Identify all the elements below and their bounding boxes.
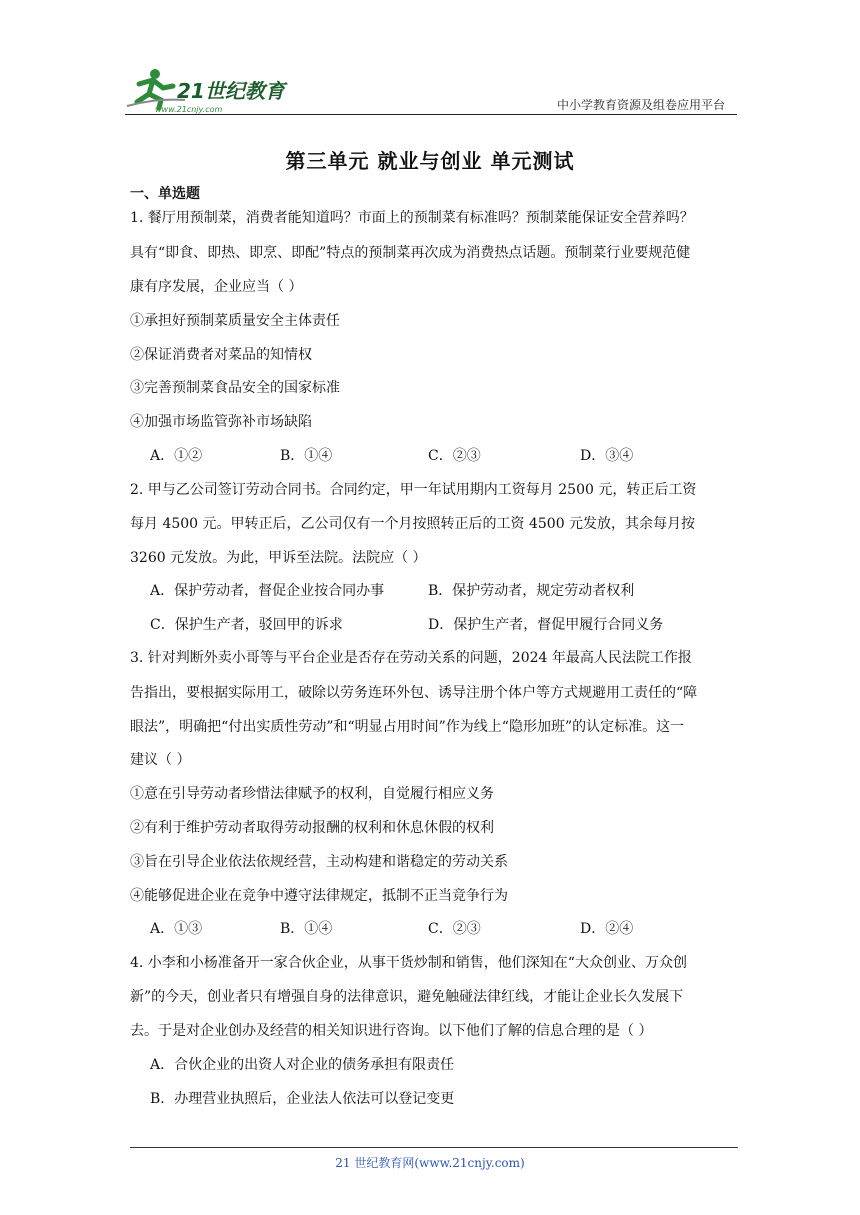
q1-item-1: ①承担好预制菜质量安全主体责任 [130, 313, 340, 329]
logo-text: 21世纪教育 [177, 79, 285, 103]
q1-option-d[interactable]: D．③④ [580, 448, 634, 464]
q3-item-1: ①意在引导劳动者珍惜法律赋予的权利，自觉履行相应义务 [130, 786, 494, 802]
q4-line-1: 4. 小李和小杨准备开一家合伙企业，从事干货炒制和销售，他们深知在“大众创业、万众创 [130, 955, 687, 971]
q3-item-2: ②有利于维护劳动者取得劳动报酬的权利和休息休假的权利 [130, 820, 494, 836]
q1-option-b[interactable]: B．①④ [280, 448, 333, 464]
q1-line-3: 康有序发展，企业应当（ ） [130, 279, 303, 295]
logo [125, 62, 295, 114]
q4-line-3: 去。于是对企业创办及经营的相关知识进行咨询。以下他们了解的信息合理的是（ ） [130, 1023, 653, 1039]
q3-line-3: 眼法”，明确把“付出实质性劳动”和“明显占用时间”作为线上“隐形加班”的认定标准。这一 [130, 719, 685, 735]
q3-line-1: 3. 针对判断外卖小哥等与平台企业是否存在劳动关系的问题，2024 年最高人民法院工作报 [130, 650, 692, 666]
page-header [125, 62, 735, 114]
page-title: 第三单元 就业与创业 单元测试 [285, 149, 575, 173]
section-heading: 一、单选题 [130, 186, 200, 202]
q3-item-4: ④能够促进企业在竞争中遵守法律规定，抵制不正当竞争行为 [130, 888, 508, 904]
page-footer[interactable]: 21 世纪教育网(www.21cnjy.com) [335, 1156, 525, 1170]
q4-line-2: 新”的今天，创业者只有增强自身的法律意识，避免触碰法律红线，才能让企业长久发展下 [130, 989, 684, 1005]
q4-option-b[interactable]: B．办理营业执照后，企业法人依法可以登记变更 [150, 1091, 455, 1107]
q2-line-1: 2. 甲与乙公司签订劳动合同书。合同约定，甲一年试用期内工资每月 2500 元，转正后工资 [130, 482, 697, 498]
q3-option-c[interactable]: C．②③ [428, 921, 481, 937]
q2-option-d[interactable]: D．保护生产者，督促甲履行合同义务 [428, 617, 664, 633]
q4-option-a[interactable]: A．合伙企业的出资人对企业的债务承担有限责任 [150, 1057, 455, 1073]
footer-divider [130, 1147, 738, 1148]
q2-option-c[interactable]: C．保护生产者，驳回甲的诉求 [150, 617, 343, 633]
q3-option-a[interactable]: A．①③ [150, 921, 203, 937]
q3-option-d[interactable]: D．②④ [580, 921, 634, 937]
q1-item-4: ④加强市场监管弥补市场缺陷 [130, 414, 312, 430]
q3-option-b[interactable]: B．①④ [280, 921, 333, 937]
header-tagline: 中小学教育资源及组卷应用平台 [556, 98, 725, 112]
q1-option-a[interactable]: A．①② [150, 448, 203, 464]
q2-line-3: 3260 元发放。为此，甲诉至法院。法院应（ ） [130, 550, 427, 566]
q3-item-3: ③旨在引导企业依法依规经营，主动构建和谐稳定的劳动关系 [130, 854, 508, 870]
q2-option-a[interactable]: A．保护劳动者，督促企业按合同办事 [150, 583, 385, 599]
q1-line-2: 具有“即食、即热、即烹、即配”特点的预制菜再次成为消费热点话题。预制菜行业要规范健 [130, 245, 691, 261]
q3-line-4: 建议（ ） [130, 752, 191, 768]
header-divider [125, 114, 737, 115]
q1-item-2: ②保证消费者对菜品的知情权 [130, 347, 312, 363]
q1-line-1: 1. 餐厅用预制菜，消费者能知道吗？市面上的预制菜有标准吗？预制菜能保证安全营养吗？ [130, 210, 694, 226]
q2-line-2: 每月 4500 元。甲转正后，乙公司仅有一个月按照转正后的工资 4500 元发放，其余每月按 [130, 516, 696, 532]
q3-line-2: 告指出，要根据实际用工，破除以劳务连环外包、诱导注册个体户等方式规避用工责任的“障 [130, 685, 698, 701]
q2-option-b[interactable]: B．保护劳动者，规定劳动者权利 [428, 583, 635, 599]
q1-item-3: ③完善预制菜食品安全的国家标准 [130, 380, 340, 396]
q1-option-c[interactable]: C．②③ [428, 448, 481, 464]
logo-url: www.21cnjy.com [155, 105, 223, 114]
